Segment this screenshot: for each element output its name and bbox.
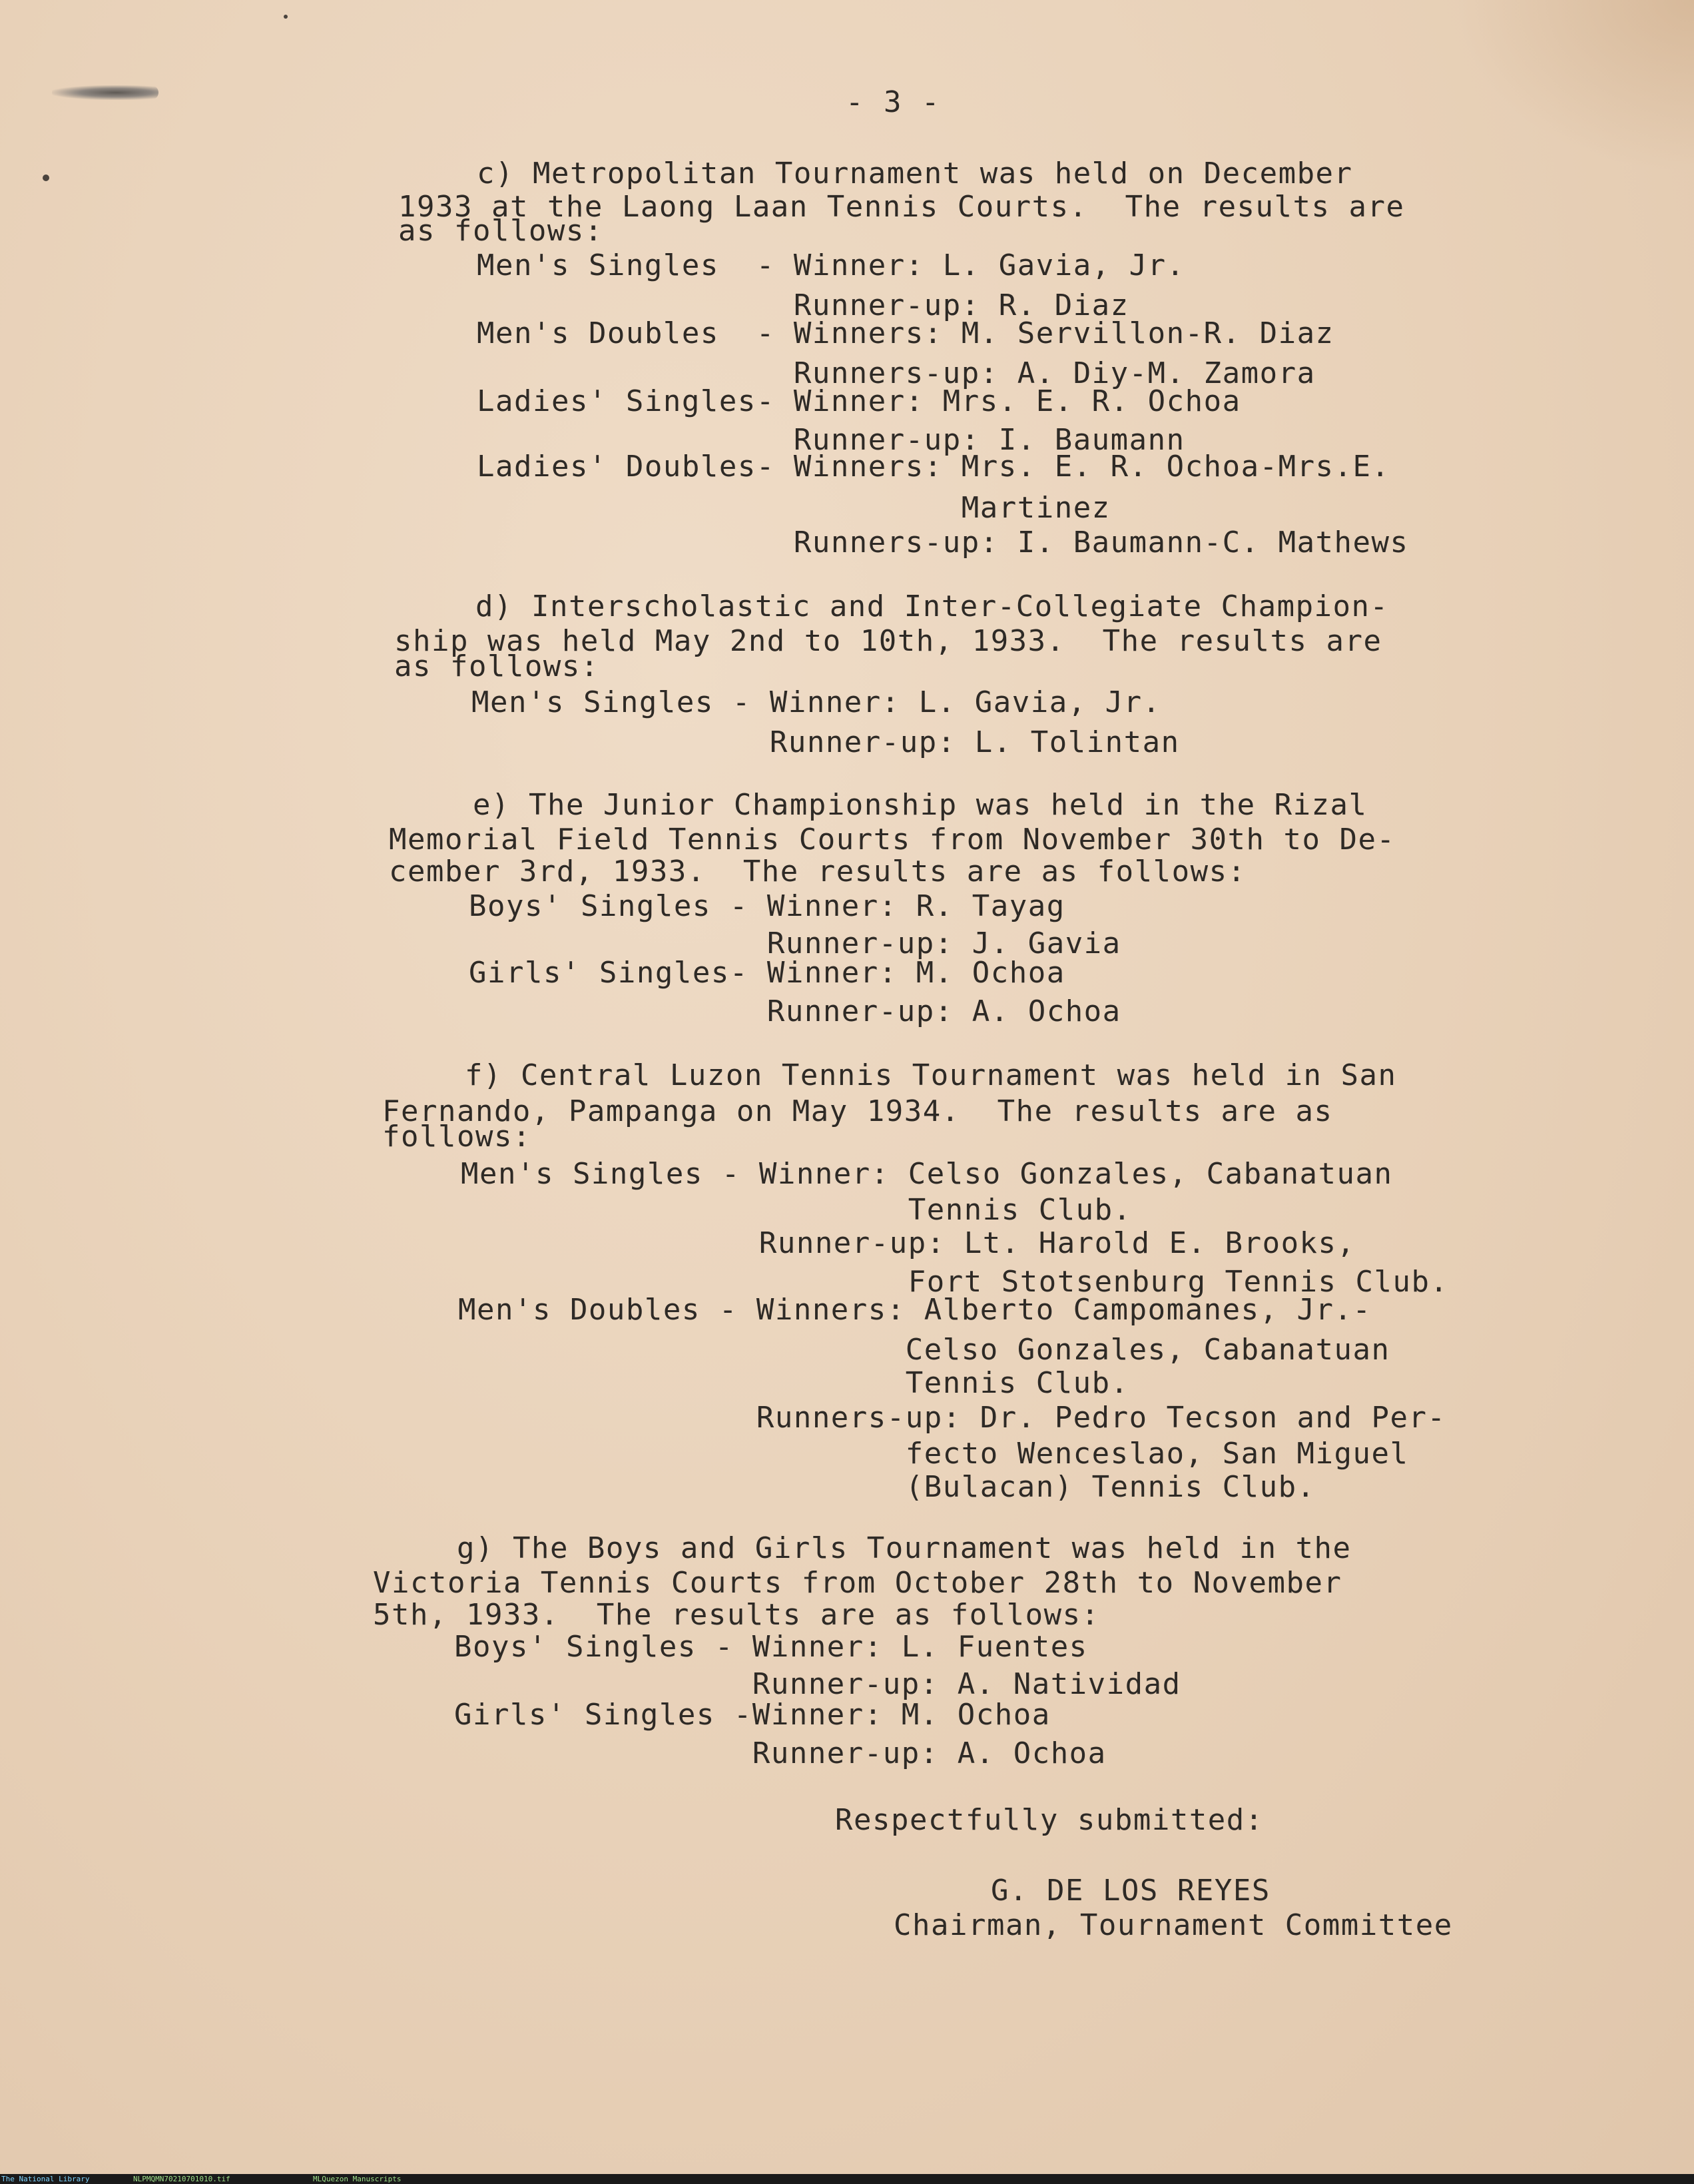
footer-collection: MLQuezon Manuscripts [313, 2175, 402, 2183]
section-f-intro-1: f) Central Luzon Tennis Tournament was held in San [465, 1058, 1397, 1092]
section-d-intro-1: d) Interscholastic and Inter-Collegiate Champion- [475, 589, 1389, 623]
section-c-result-2: Runner-up: R. Diaz [477, 288, 1129, 322]
section-c-result-8: Martinez [477, 491, 1111, 525]
section-e-result-2: Runner-up: J. Gavia [469, 926, 1121, 960]
section-f-result-6: Celso Gonzales, Cabanatuan [458, 1333, 1390, 1367]
section-f-result-4: Fort Stotsenburg Tennis Club. [461, 1265, 1449, 1299]
section-f-intro-3: follows: [382, 1120, 531, 1154]
signatory-name: G. DE LOS REYES [991, 1874, 1270, 1908]
paper-clip-mark [52, 85, 158, 100]
signatory-title: Chairman, Tournament Committee [894, 1908, 1453, 1942]
section-c-result-1: Men's Singles - Winner: L. Gavia, Jr. [477, 248, 1185, 282]
section-f-result-9: fecto Wenceslao, San Miguel [458, 1437, 1409, 1471]
section-d-result-1: Men's Singles - Winner: L. Gavia, Jr. [471, 685, 1161, 719]
section-d-intro-3: as follows: [394, 649, 599, 683]
section-f-result-2: Tennis Club. [461, 1193, 1132, 1227]
section-c-intro-1: c) Metropolitan Tournament was held on December [477, 157, 1353, 190]
section-c-result-4: Runners-up: A. Diy-M. Zamora [477, 356, 1316, 390]
section-f-result-10: (Bulacan) Tennis Club. [458, 1470, 1316, 1504]
archive-footer-bar [0, 2174, 1694, 2184]
section-f-result-3: Runner-up: Lt. Harold E. Brooks, [461, 1226, 1356, 1260]
section-c-result-5: Ladies' Singles- Winner: Mrs. E. R. Ochoa [477, 384, 1241, 418]
section-f-result-7: Tennis Club. [458, 1366, 1129, 1400]
section-e-intro-1: e) The Junior Championship was held in the Rizal [473, 788, 1368, 822]
ink-speck [284, 15, 288, 19]
footer-library: The National Library [1, 2175, 90, 2183]
section-c-intro-3: as follows: [398, 214, 603, 248]
section-g-intro-2: Victoria Tennis Courts from October 28th to November [373, 1566, 1342, 1600]
section-d-intro-2: ship was held May 2nd to 10th, 1933. The results are [394, 624, 1382, 658]
closing-text: Respectfully submitted: [835, 1803, 1264, 1837]
section-g-result-3: Girls' Singles -Winner: M. Ochoa [454, 1698, 1051, 1732]
section-g-result-4: Runner-up: A. Ochoa [454, 1736, 1107, 1770]
section-c-result-7: Ladies' Doubles- Winners: Mrs. E. R. Ochoa-Mrs.E. [477, 450, 1390, 484]
section-c-result-6: Runner-up: I. Baumann [477, 423, 1185, 457]
section-c-result-3: Men's Doubles - Winners: M. Servillon-R. Diaz [477, 316, 1334, 350]
section-c-intro-2: 1933 at the Laong Laan Tennis Courts. The results are [398, 190, 1405, 224]
section-g-result-2: Runner-up: A. Natividad [454, 1667, 1181, 1701]
section-f-result-8: Runners-up: Dr. Pedro Tecson and Per- [458, 1401, 1446, 1435]
section-f-result-1: Men's Singles - Winner: Celso Gonzales, Cabanatuan [461, 1157, 1393, 1191]
section-c-result-9: Runners-up: I. Baumann-C. Mathews [477, 526, 1409, 559]
section-e-result-3: Girls' Singles- Winner: M. Ochoa [469, 956, 1065, 990]
section-e-intro-3: cember 3rd, 1933. The results are as follows: [389, 855, 1247, 889]
section-g-result-1: Boys' Singles - Winner: L. Fuentes [454, 1630, 1088, 1664]
section-f-intro-2: Fernando, Pampanga on May 1934. The results are as [382, 1094, 1333, 1128]
section-g-intro-1: g) The Boys and Girls Tournament was held in the [457, 1531, 1352, 1565]
section-f-result-5: Men's Doubles - Winners: Alberto Campomanes, Jr.- [458, 1293, 1372, 1327]
footer-filename: NLPMQMN70210701010.tif [133, 2175, 230, 2183]
section-e-intro-2: Memorial Field Tennis Courts from November 30th to De- [389, 823, 1396, 857]
ink-speck [43, 175, 49, 181]
paper-stain [1454, 0, 1694, 173]
section-e-result-1: Boys' Singles - Winner: R. Tayag [469, 889, 1065, 923]
section-g-intro-3: 5th, 1933. The results are as follows: [373, 1598, 1100, 1632]
section-e-result-4: Runner-up: A. Ochoa [469, 994, 1121, 1028]
section-d-result-2: Runner-up: L. Tolintan [471, 725, 1180, 759]
page-number: - 3 - [846, 85, 941, 119]
